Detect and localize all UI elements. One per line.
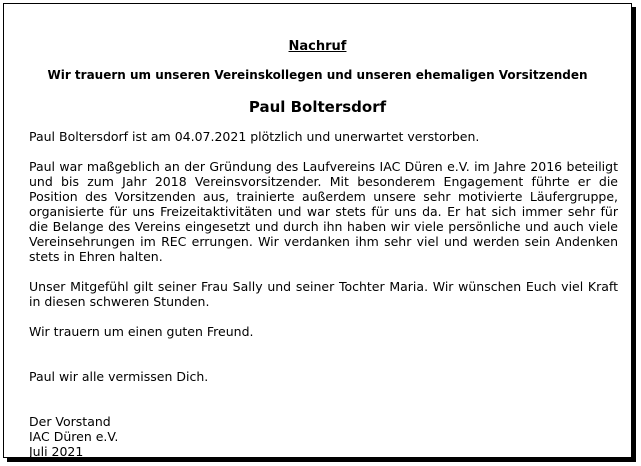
paragraph-miss: Paul wir alle vermissen Dich. bbox=[29, 369, 209, 384]
signature-board: Der Vorstand bbox=[29, 414, 111, 429]
paragraph-friend: Wir trauern um einen guten Freund. bbox=[29, 324, 254, 339]
deceased-name: Paul Boltersdorf bbox=[248, 98, 387, 116]
document-frame bbox=[3, 3, 632, 458]
paragraph-condolence: Unser Mitgefühl gilt seiner Frau Sally und seiner Tochter Maria. Wir wünschen Euch viel Kraft in diesen schweren Stunden. bbox=[29, 279, 618, 309]
signature-date: Juli 2021 bbox=[29, 444, 84, 459]
signature-club: IAC Düren e.V. bbox=[29, 429, 119, 444]
document-title: Nachruf bbox=[288, 39, 347, 54]
signature-block bbox=[29, 414, 618, 459]
document-subtitle: Wir trauern um unseren Vereinskollegen und unseren ehemaligen Vorsitzenden bbox=[47, 68, 588, 82]
paragraph-announcement: Paul Boltersdorf ist am 04.07.2021 plötzlich und unerwartet verstorben. bbox=[29, 129, 480, 144]
document-body bbox=[29, 129, 618, 459]
paragraph-tribute: Paul war maßgeblich an der Gründung des Laufvereins IAC Düren e.V. im Jahre 2016 beteiligt und bis zum Jahr 2018 Vereinsvorsitzender. Mit besonderem Engagement führte er die Position des Vorsitzenden aus, trainierte außerdem unsere sehr motivierte Läufergruppe, organisierte für uns Freizeitaktivitäten und war stets für uns da. Er hat sich immer sehr für die Belange des Vereins eingesetzt und durch ihn haben wir viele persönliche und auch viele Vereinsehrungen im REC errungen. Wir verdanken ihm sehr viel und werden sein Andenken stets in Ehren halten. bbox=[29, 159, 618, 264]
